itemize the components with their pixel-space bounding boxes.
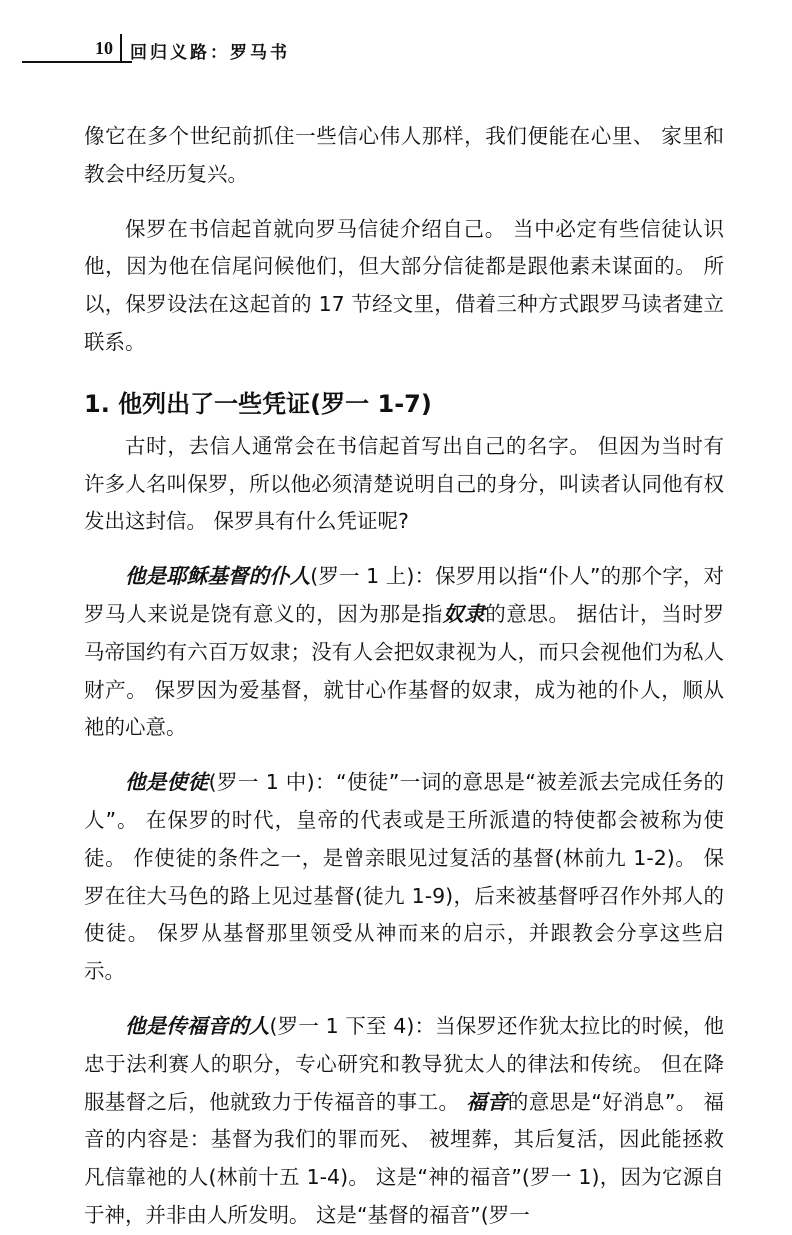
paragraph-lead-apostle: 他是使徒: [125, 770, 209, 795]
paragraph-text: 的意思是“好消息”。 福音的内容是：基督为我们的罪而死、 被埋葬，其后复活，因此能拯救凡信靠祂的人(林前十五 1-4)。 这是“神的福音”(罗一 1)，因为它源自于神，并非由人所发明。 这是“基督的福音”(罗一: [84, 1089, 725, 1227]
paragraph-1: 像它在多个世纪前抓住一些信心伟人那样，我们便能在心里、 家里和教会中经历复兴。: [84, 124, 724, 186]
paragraph-text: (罗一 1 上)：保罗用以指“仆人”的那个字，对罗马人来说是饶有意义的，因为那是指: [84, 564, 724, 626]
paragraph-evangelist: [84, 1008, 724, 1235]
page-body: [84, 118, 724, 1235]
paragraph-lead-servant: 他是耶稣基督的仆人: [125, 564, 311, 589]
paragraph-3: 古时，去信人通常会在书信起首写出自己的名字。 但因为当时有许多人名叫保罗，所以他必须清楚说明自己的身分，叫读者认同他有权发出这封信。 保罗具有什么凭证呢?: [84, 433, 724, 534]
header-rule: [22, 61, 132, 63]
running-title: 回归义路：罗马书: [130, 43, 290, 63]
paragraph-text: 的意思。 据估计，当时罗马帝国约有六百万奴隶；没有人会把奴隶视为人，而只会视他们为私人财产。 保罗因为爱基督，就甘心作基督的奴隶，成为祂的仆人，顺从祂的心意。: [84, 601, 724, 740]
emphasis-slave: 奴隶: [442, 601, 486, 626]
running-header: [22, 34, 302, 64]
paragraph-lead-evangelist: 他是传福音的人: [125, 1013, 270, 1038]
emphasis-gospel: 福音: [466, 1089, 508, 1114]
paragraph-text: (罗一 1 中)：“使徒”一词的意思是“被差派去完成任务的人”。 在保罗的时代，皇帝的代表或是王所派遣的特使都会被称为使徒。 作使徒的条件之一，是曾亲眼见过复活的基督(林前九 1-2)。 保罗在往大马色的路上见过基督(徒九 1-9)，后来被基督呼召作外邦人的使徒。 保罗从基督那里领受从神而来的启示，并跟教会分享这些启示。: [84, 770, 724, 984]
paragraph-2: 保罗在书信起首就向罗马信徒介绍自己。 当中必定有些信徒认识他，因为他在信尾问候他们，但大部分信徒都是跟他素未谋面的。 所以，保罗设法在这起首的 17 节经文里，借着三种方式跟罗马读者建立联系。: [84, 216, 724, 354]
header-divider: [120, 34, 122, 63]
page-number: 10: [95, 38, 113, 58]
paragraph-text: (罗一 1 下至 4)：当保罗还作犹太拉比的时候，他忠于法利赛人的职分，专心研究和教导犹太人的律法和传统。 但在降服基督之后，他就致力于传福音的事工。: [84, 1013, 725, 1114]
paragraph-servant: [84, 558, 724, 747]
section-heading: 1. 他列出了一些凭证(罗一 1-7): [84, 389, 432, 418]
paragraph-apostle: [84, 764, 724, 991]
